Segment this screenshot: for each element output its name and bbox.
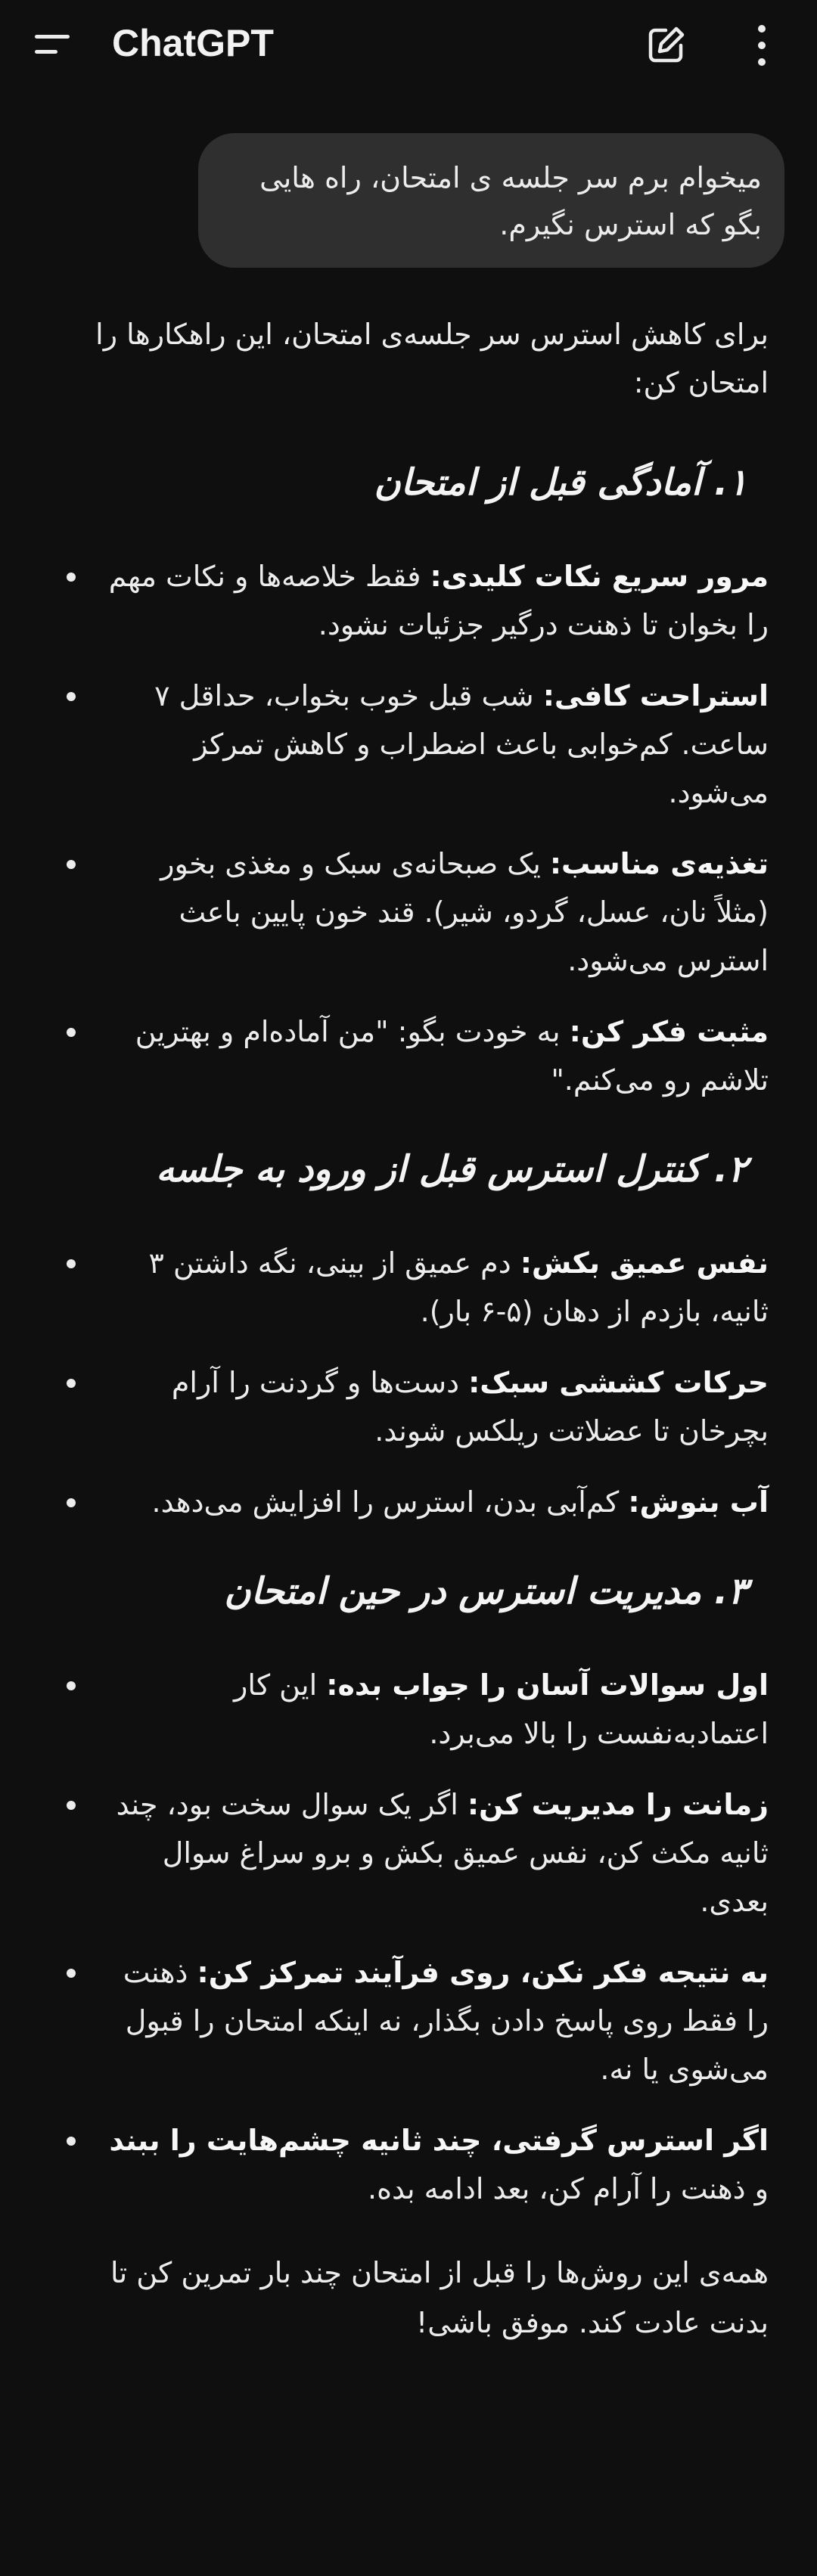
- section-heading-during-exam: ۳. مدیریت استرس در حین امتحان: [224, 1570, 747, 1612]
- edit-pencil-icon[interactable]: [643, 23, 688, 68]
- hamburger-menu-icon[interactable]: [30, 26, 76, 64]
- list-item-title: زمانت را مدیریت کن:: [467, 1788, 769, 1821]
- list-item: [45, 552, 769, 649]
- section-list-before-entering: [45, 1239, 769, 1526]
- response-outro: همه‌ی این روش‌ها را قبل از امتحان چند بار تمرین کن تا بدنت عادت کند. موفق باشی!: [110, 2256, 769, 2339]
- list-item-title: اول سوالات آسان را جواب بده:: [326, 1668, 769, 1702]
- list-item-text: به خودت بگو: "من آماده‌ام و بهترین تلاشم رو می‌کنم.": [135, 1015, 769, 1097]
- list-item-text: دست‌ها و گردنت را آرام بچرخان تا عضلاتت ریلکس شوند.: [171, 1366, 769, 1448]
- list-item-text: یک صبحانه‌ی سبک و مغذی بخور (مثلاً نان، عسل، گردو، شیر). قند خون پایین باعث استرس می‌شود.: [160, 847, 769, 977]
- list-item-title: مرور سریع نکات کلیدی:: [430, 560, 769, 593]
- assistant-response: [45, 310, 769, 2348]
- list-item-text: ذهنت را فقط روی پاسخ دادن بگذار، نه اینکه امتحان را قبول می‌شوی یا نه.: [123, 1956, 769, 2086]
- list-item: [45, 1358, 769, 1455]
- list-item: [45, 1661, 769, 1758]
- list-item: [45, 1478, 769, 1526]
- list-item: [45, 1780, 769, 1926]
- list-item: [45, 1239, 769, 1336]
- list-item-title: نفس عمیق بکش:: [520, 1246, 769, 1280]
- more-vertical-icon[interactable]: [749, 21, 775, 70]
- section-list-preparation: [45, 552, 769, 1104]
- app-header: [0, 0, 817, 89]
- user-message-text: میخوام برم سر جلسه ی امتحان، راه هایی بگو که استرس نگیرم.: [259, 161, 762, 241]
- app-title: ChatGPT: [112, 22, 274, 64]
- list-item-text: دم عمیق از بینی، نگه داشتن ۳ ثانیه، بازدم از دهان (۵-۶ بار).: [148, 1246, 769, 1328]
- list-item-title: اگر استرس گرفتی، چند ثانیه چشم‌هایت را ببند: [109, 2124, 769, 2157]
- list-item: [45, 672, 769, 817]
- list-item-title: به نتیجه فکر نکن، روی فرآیند تمرکز کن:: [197, 1956, 769, 1989]
- list-item-title: تغذیه‌ی مناسب:: [549, 847, 769, 880]
- list-item-text: کم‌آبی بدن، استرس را افزایش می‌دهد.: [151, 1485, 629, 1519]
- section-heading-preparation: ۱. آمادگی قبل از امتحان: [374, 461, 747, 504]
- user-message-bubble: [198, 133, 784, 268]
- list-item-text: شب قبل خوب بخواب، حداقل ۷ ساعت. کم‌خوابی باعث اضطراب و کاهش تمرکز می‌شود.: [154, 679, 769, 809]
- list-item-title: آب بنوش:: [628, 1485, 769, 1519]
- list-item: [45, 1948, 769, 2093]
- list-item-title: مثبت فکر کن:: [569, 1015, 769, 1048]
- list-item: [45, 2116, 769, 2213]
- list-item-title: حرکات کششی سبک:: [468, 1366, 769, 1399]
- list-item-text: این کار اعتمادبه‌نفست را بالا می‌برد.: [234, 1668, 769, 1750]
- list-item-text: فقط خلاصه‌ها و نکات مهم را بخوان تا ذهنت درگیر جزئیات نشود.: [108, 560, 769, 641]
- list-item-text: اگر یک سوال سخت بود، چند ثانیه مکث کن، نفس عمیق بکش و برو سراغ سوال بعدی.: [116, 1788, 769, 1918]
- list-item-text: و ذهنت را آرام کن، بعد ادامه بده.: [368, 2172, 769, 2205]
- section-list-during-exam: [45, 1661, 769, 2213]
- list-item: [45, 840, 769, 985]
- response-intro: برای کاهش استرس سر جلسه‌ی امتحان، این راهکارها را امتحان کن:: [95, 318, 769, 399]
- list-item-title: استراحت کافی:: [542, 679, 769, 712]
- section-heading-before-entering: ۲. کنترل استرس قبل از ورود به جلسه: [156, 1148, 747, 1190]
- list-item: [45, 1007, 769, 1104]
